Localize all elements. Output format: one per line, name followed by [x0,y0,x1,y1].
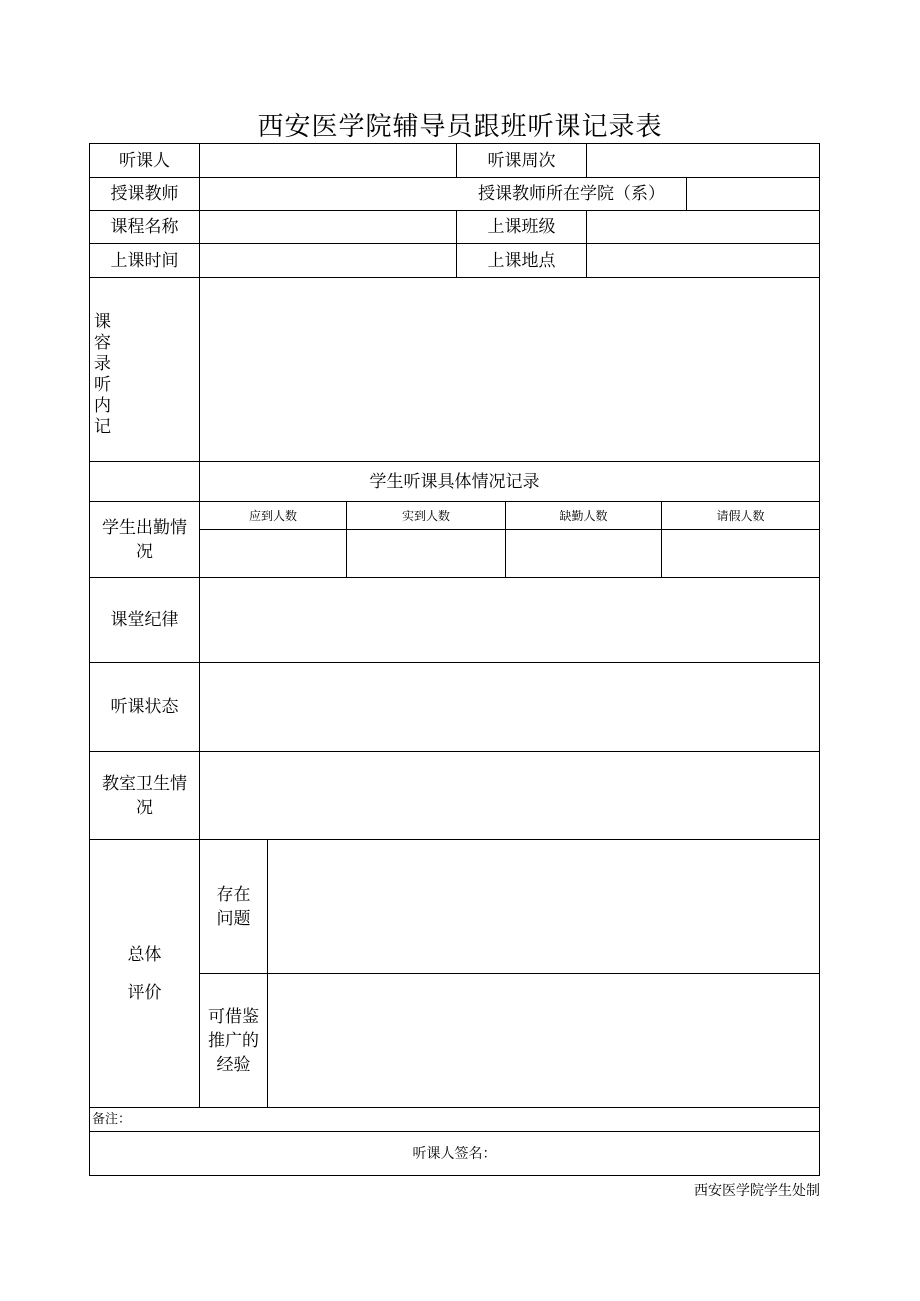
content-record-label [94,312,114,438]
discipline-label: 课堂纪律 [110,610,179,630]
teacher-field[interactable] [200,178,456,210]
form-title: 西安医学院辅导员跟班听课记录表 [257,112,663,142]
overall-evaluation-label [90,840,199,1107]
week-field[interactable] [587,144,819,177]
class-location-field[interactable] [587,244,819,277]
table-border-right [819,143,820,1176]
label-char: 课 [94,312,111,332]
listening-state-field[interactable] [200,663,819,751]
absent-count-header: 缺勤人数 [559,508,608,523]
experience-label: 可借鉴推广的经验 [208,1006,259,1075]
absent-count-field[interactable] [506,530,661,577]
actual-count-field[interactable] [347,530,505,577]
hygiene-field[interactable] [200,752,819,839]
expected-count-field[interactable] [200,530,346,577]
teacher-label: 授课教师 [110,184,179,204]
table-border-bottom [89,1175,820,1176]
label-char: 听 [94,375,111,395]
class-time-label: 上课时间 [110,250,179,271]
class-location-label: 上课地点 [487,250,556,271]
label-char: 内 [94,396,111,416]
course-name-field[interactable] [200,211,456,243]
week-label: 听课周次 [487,150,556,171]
situation-header: 学生听课具体情况记录 [369,471,540,492]
class-time-field[interactable] [200,244,456,277]
listening-state-label: 听课状态 [110,697,179,717]
signature-label: 听课人签名： [412,1145,497,1162]
label-char: 记 [94,417,111,437]
problems-label: 存在问题 [216,884,251,929]
experience-field[interactable] [268,974,819,1107]
class-group-field[interactable] [587,211,819,243]
course-name-label: 课程名称 [110,217,179,237]
content-record-field[interactable] [200,278,819,461]
overall-line-2: 评价 [127,982,162,1003]
listener-label: 听课人 [119,150,170,171]
class-group-label: 上课班级 [487,217,556,237]
listener-field[interactable] [200,144,456,177]
teacher-college-field[interactable] [687,178,819,210]
label-char: 容 [94,333,111,353]
leave-count-field[interactable] [662,530,819,577]
attendance-label: 学生出勤情况 [102,517,187,562]
leave-count-header: 请假人数 [716,508,765,523]
label-char: 录 [94,354,111,374]
hygiene-label: 教室卫生情况 [102,773,187,818]
actual-count-header: 实到人数 [401,508,450,523]
overall-line-1: 总体 [127,944,162,965]
expected-count-header: 应到人数 [248,508,297,523]
discipline-field[interactable] [200,578,819,662]
issuer-footer: 西安医学院学生处制 [694,1183,820,1199]
teacher-college-label: 授课教师所在学院（系） [478,184,665,204]
problems-field[interactable] [268,840,819,973]
remarks-label: 备注： [92,1111,132,1127]
